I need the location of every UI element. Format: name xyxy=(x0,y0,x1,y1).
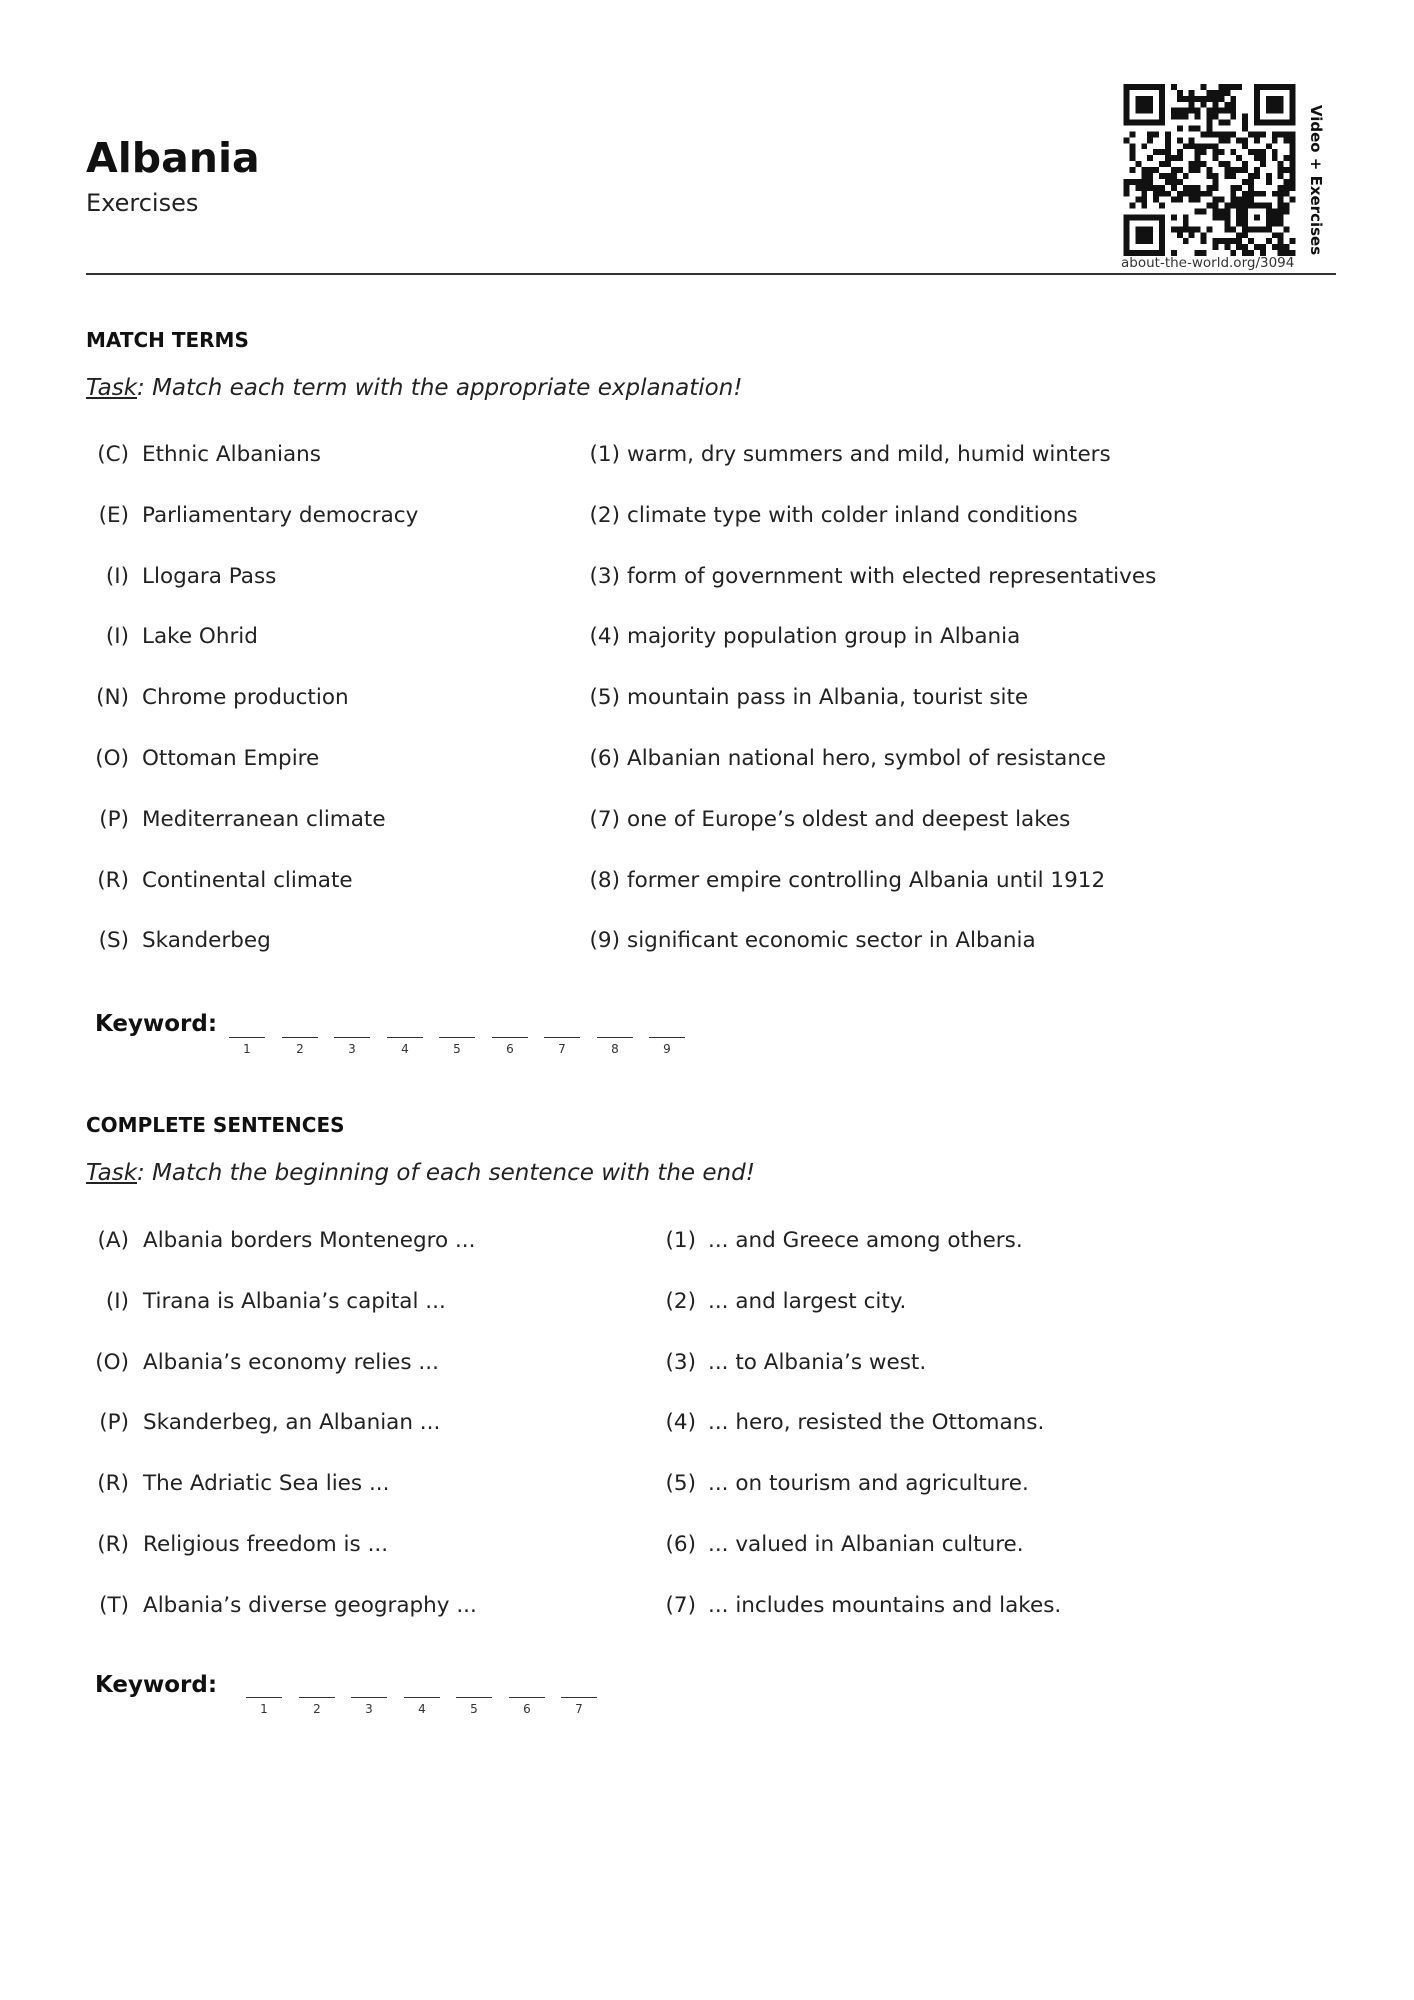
sentence-letter: (A) xyxy=(97,1228,129,1253)
explanation-text: significant economic sector in Albania xyxy=(627,928,1036,953)
term-text: Llogara Pass xyxy=(142,564,277,589)
explanation-number: (6) xyxy=(589,746,620,771)
sentence-letter: (R) xyxy=(97,1532,129,1557)
term-text: Continental climate xyxy=(142,868,353,893)
match-terms-title: MATCH TERMS xyxy=(86,328,249,352)
term-letter: (O) xyxy=(95,746,129,771)
keyword-blank[interactable] xyxy=(387,1037,423,1038)
explanation-text: former empire controlling Albania until 1912 xyxy=(627,868,1106,893)
page-title: Albania xyxy=(86,134,260,182)
keyword-blank-number: 9 xyxy=(663,1042,671,1056)
keyword-blank-number: 3 xyxy=(348,1042,356,1056)
sentence-ending: ... hero, resisted the Ottomans. xyxy=(708,1410,1045,1435)
sentence-beginning: Tirana is Albania’s capital ... xyxy=(143,1289,446,1314)
term-text: Skanderbeg xyxy=(142,928,271,953)
sentence-beginning: Religious freedom is ... xyxy=(143,1532,389,1557)
explanation-text: mountain pass in Albania, tourist site xyxy=(627,685,1029,710)
sentence-number: (3) xyxy=(665,1350,696,1375)
header-divider xyxy=(86,273,1336,275)
sentence-number: (5) xyxy=(665,1471,696,1496)
qr-code-icon xyxy=(1123,84,1296,256)
sentence-ending: ... and largest city. xyxy=(708,1289,907,1314)
keyword-blank-number: 4 xyxy=(418,1702,426,1716)
keyword-blank-number: 6 xyxy=(523,1702,531,1716)
keyword-blank[interactable] xyxy=(509,1697,545,1698)
term-letter: (P) xyxy=(99,807,129,832)
keyword-blank-number: 7 xyxy=(575,1702,583,1716)
keyword-blank[interactable] xyxy=(649,1037,685,1038)
keyword-blank-number: 3 xyxy=(365,1702,373,1716)
qr-label: Video + Exercises xyxy=(1307,104,1325,256)
explanation-text: one of Europe’s oldest and deepest lakes xyxy=(627,807,1071,832)
explanation-number: (2) xyxy=(589,503,620,528)
sentence-beginning: Albania borders Montenegro ... xyxy=(143,1228,476,1253)
explanation-number: (4) xyxy=(589,624,620,649)
term-text: Ethnic Albanians xyxy=(142,442,322,467)
keyword-label: Keyword: xyxy=(95,1011,218,1037)
keyword-blank[interactable] xyxy=(282,1037,318,1038)
keyword-blank-number: 5 xyxy=(453,1042,461,1056)
sentence-letter: (P) xyxy=(99,1410,129,1435)
term-letter: (E) xyxy=(98,503,129,528)
keyword-blank-number: 6 xyxy=(506,1042,514,1056)
page-subtitle: Exercises xyxy=(86,189,199,217)
sentence-beginning: The Adriatic Sea lies ... xyxy=(143,1471,390,1496)
term-letter: (N) xyxy=(96,685,129,710)
keyword-blank-number: 8 xyxy=(611,1042,619,1056)
sentence-beginning: Albania’s diverse geography ... xyxy=(143,1593,477,1618)
sentence-letter: (O) xyxy=(95,1350,129,1375)
keyword-blank-number: 1 xyxy=(243,1042,251,1056)
sentence-ending: ... valued in Albanian culture. xyxy=(708,1532,1024,1557)
keyword-blank-number: 2 xyxy=(296,1042,304,1056)
keyword-blank-number: 2 xyxy=(313,1702,321,1716)
sentence-ending: ... on tourism and agriculture. xyxy=(708,1471,1029,1496)
term-letter: (C) xyxy=(97,442,129,467)
sentence-letter: (T) xyxy=(99,1593,129,1618)
keyword-blank[interactable] xyxy=(246,1697,282,1698)
sentence-number: (6) xyxy=(665,1532,696,1557)
keyword-blank[interactable] xyxy=(544,1037,580,1038)
complete-sentences-title: COMPLETE SENTENCES xyxy=(86,1113,345,1137)
explanation-number: (7) xyxy=(589,807,620,832)
keyword-blank[interactable] xyxy=(597,1037,633,1038)
explanation-number: (3) xyxy=(589,564,620,589)
sentence-number: (2) xyxy=(665,1289,696,1314)
explanation-text: Albanian national hero, symbol of resistance xyxy=(627,746,1107,771)
match-terms-task xyxy=(86,375,743,401)
keyword-blank-number: 5 xyxy=(470,1702,478,1716)
explanation-number: (9) xyxy=(589,928,620,953)
sentence-ending: ... includes mountains and lakes. xyxy=(708,1593,1062,1618)
sentence-number: (7) xyxy=(665,1593,696,1618)
keyword-blank[interactable] xyxy=(456,1697,492,1698)
keyword-blank[interactable] xyxy=(404,1697,440,1698)
sentence-beginning: Albania’s economy relies ... xyxy=(143,1350,439,1375)
explanation-text: warm, dry summers and mild, humid winters xyxy=(627,442,1111,467)
sentence-ending: ... to Albania’s west. xyxy=(708,1350,927,1375)
sentence-number: (4) xyxy=(665,1410,696,1435)
task-word: Task xyxy=(86,1160,138,1186)
keyword-blank[interactable] xyxy=(439,1037,475,1038)
sentence-ending: ... and Greece among others. xyxy=(708,1228,1023,1253)
explanation-number: (1) xyxy=(589,442,620,467)
keyword-blank[interactable] xyxy=(334,1037,370,1038)
task-text: : Match each term with the appropriate explanation! xyxy=(137,375,743,401)
complete-sentences-task xyxy=(86,1160,755,1186)
keyword-blank[interactable] xyxy=(351,1697,387,1698)
explanation-number: (5) xyxy=(589,685,620,710)
term-text: Ottoman Empire xyxy=(142,746,320,771)
explanation-text: form of government with elected representatives xyxy=(627,564,1157,589)
term-letter: (I) xyxy=(105,624,129,649)
term-text: Mediterranean climate xyxy=(142,807,386,832)
term-text: Chrome production xyxy=(142,685,349,710)
term-letter: (R) xyxy=(97,868,129,893)
keyword-blank[interactable] xyxy=(492,1037,528,1038)
keyword-blank[interactable] xyxy=(229,1037,265,1038)
keyword-label: Keyword: xyxy=(95,1672,218,1698)
term-text: Lake Ohrid xyxy=(142,624,258,649)
sentence-beginning: Skanderbeg, an Albanian ... xyxy=(143,1410,441,1435)
explanation-text: majority population group in Albania xyxy=(627,624,1021,649)
task-text: : Match the beginning of each sentence with the end! xyxy=(137,1160,755,1186)
keyword-blank-number: 1 xyxy=(260,1702,268,1716)
explanation-number: (8) xyxy=(589,868,620,893)
explanation-text: climate type with colder inland conditions xyxy=(627,503,1078,528)
term-text: Parliamentary democracy xyxy=(142,503,419,528)
term-letter: (I) xyxy=(105,564,129,589)
keyword-blank[interactable] xyxy=(561,1697,597,1698)
qr-url[interactable]: about-the-world.org/3094 xyxy=(1121,255,1295,271)
sentence-letter: (I) xyxy=(105,1289,129,1314)
keyword-blank[interactable] xyxy=(299,1697,335,1698)
keyword-blank-number: 4 xyxy=(401,1042,409,1056)
term-letter: (S) xyxy=(98,928,129,953)
keyword-blank-number: 7 xyxy=(558,1042,566,1056)
task-word: Task xyxy=(86,375,138,401)
sentence-letter: (R) xyxy=(97,1471,129,1496)
sentence-number: (1) xyxy=(665,1228,696,1253)
